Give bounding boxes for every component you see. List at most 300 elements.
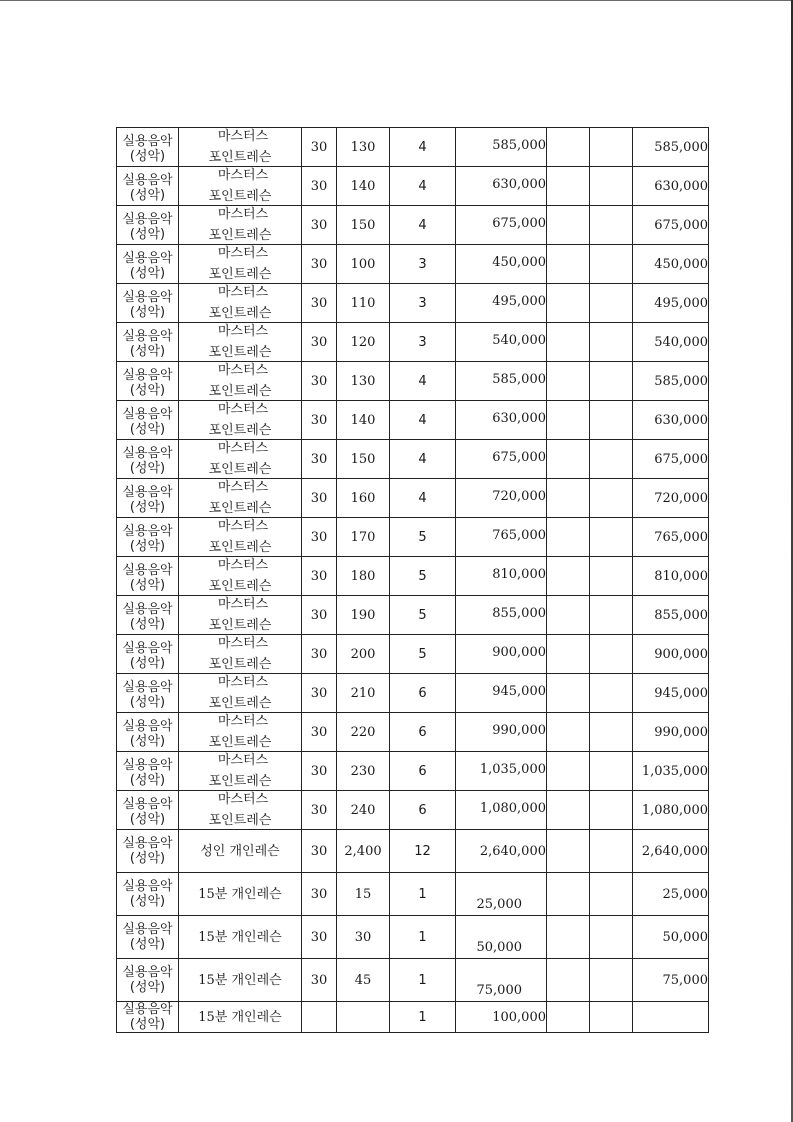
months-cell: 5	[390, 635, 456, 674]
course-name-line: 포인트레슨	[208, 267, 272, 282]
course-name-line: 마스터스	[217, 207, 269, 222]
course-name-line: 포인트레슨	[208, 150, 272, 165]
course-name-line: 마스터스	[217, 597, 269, 612]
minutes-cell: 30	[302, 873, 337, 916]
category-line: 실용음악	[122, 601, 173, 617]
table-row	[117, 401, 709, 440]
course-name-line: 마스터스	[217, 441, 269, 456]
total-cell: 900,000	[633, 635, 709, 674]
blank-cell	[590, 916, 633, 959]
months-cell: 1	[390, 916, 456, 959]
fee-cell: 900,000	[456, 635, 547, 674]
table-row	[117, 635, 709, 674]
course-name-line: 마스터스	[217, 636, 269, 651]
course-cell	[179, 959, 302, 1002]
course-name-line: 포인트레슨	[208, 189, 272, 204]
table-row	[117, 518, 709, 557]
blank-cell	[547, 557, 590, 596]
fee-cell: 75,000	[456, 959, 547, 1002]
category-cell	[117, 518, 179, 557]
minutes-cell: 30	[302, 362, 337, 401]
fee-cell: 540,000	[456, 323, 547, 362]
fee-cell: 810,000	[456, 557, 547, 596]
count-cell: 110	[337, 284, 390, 323]
months-cell: 4	[390, 401, 456, 440]
category-line: (성악)	[129, 304, 166, 320]
table-row	[117, 959, 709, 1002]
category-cell	[117, 401, 179, 440]
months-cell: 3	[390, 323, 456, 362]
minutes-cell: 30	[302, 713, 337, 752]
category-line: 실용음악	[122, 250, 173, 266]
blank-cell	[590, 1002, 633, 1033]
total-cell: 50,000	[633, 916, 709, 959]
category-line: (성악)	[129, 499, 166, 515]
course-name-line: 마스터스	[217, 168, 269, 183]
blank-cell	[590, 674, 633, 713]
category-line: 실용음악	[122, 922, 173, 937]
course-name-line: 포인트레슨	[208, 774, 272, 789]
category-line: (성악)	[129, 343, 166, 359]
total-cell: 25,000	[633, 873, 709, 916]
course-name-line: 마스터스	[217, 714, 269, 729]
category-line: 실용음악	[122, 367, 173, 383]
months-cell: 12	[390, 830, 456, 873]
minutes-cell: 30	[302, 557, 337, 596]
category-line: 실용음악	[122, 836, 173, 851]
minutes-cell: 30	[302, 635, 337, 674]
minutes-cell: 30	[302, 479, 337, 518]
total-cell: 450,000	[633, 245, 709, 284]
course-cell	[179, 635, 302, 674]
fee-cell: 585,000	[456, 362, 547, 401]
total-cell: 765,000	[633, 518, 709, 557]
tuition-fee-table	[116, 127, 709, 1033]
course-cell	[179, 362, 302, 401]
fee-cell: 2,640,000	[456, 830, 547, 873]
table-row	[117, 916, 709, 959]
table-row	[117, 752, 709, 791]
category-line: (성악)	[129, 655, 166, 671]
minutes-cell: 30	[302, 674, 337, 713]
category-line: 실용음악	[122, 1002, 173, 1017]
blank-cell	[547, 323, 590, 362]
table-row	[117, 362, 709, 401]
table-row	[117, 557, 709, 596]
count-cell: 130	[337, 128, 390, 167]
fee-cell: 100,000	[456, 1002, 547, 1033]
category-line: 실용음악	[122, 640, 173, 656]
months-cell: 4	[390, 440, 456, 479]
total-cell: 855,000	[633, 596, 709, 635]
course-name-line: 마스터스	[217, 675, 269, 690]
category-line: 실용음악	[122, 679, 173, 695]
minutes-cell: 30	[302, 596, 337, 635]
category-line: (성악)	[129, 187, 166, 203]
course-cell	[179, 674, 302, 713]
blank-cell	[547, 873, 590, 916]
count-cell: 220	[337, 713, 390, 752]
blank-cell	[590, 518, 633, 557]
count-cell: 140	[337, 167, 390, 206]
minutes-cell: 30	[302, 401, 337, 440]
fee-cell: 675,000	[456, 440, 547, 479]
total-cell	[633, 1002, 709, 1033]
category-cell	[117, 791, 179, 830]
blank-cell	[590, 635, 633, 674]
count-cell	[337, 1002, 390, 1033]
category-line: (성악)	[129, 421, 166, 437]
category-cell	[117, 674, 179, 713]
fee-cell: 675,000	[456, 206, 547, 245]
course-cell	[179, 873, 302, 916]
course-cell	[179, 245, 302, 284]
course-cell	[179, 206, 302, 245]
table-row	[117, 674, 709, 713]
course-name-line: 마스터스	[217, 753, 269, 768]
minutes-cell: 30	[302, 206, 337, 245]
course-name-line: 포인트레슨	[208, 696, 272, 711]
blank-cell	[590, 284, 633, 323]
count-cell: 120	[337, 323, 390, 362]
fee-cell: 1,035,000	[456, 752, 547, 791]
course-name-line: 포인트레슨	[208, 228, 272, 243]
table-row	[117, 791, 709, 830]
months-cell: 3	[390, 284, 456, 323]
course-cell	[179, 752, 302, 791]
category-cell	[117, 284, 179, 323]
fee-cell: 1,080,000	[456, 791, 547, 830]
blank-cell	[547, 206, 590, 245]
category-line: 실용음악	[122, 965, 173, 980]
months-cell: 4	[390, 167, 456, 206]
count-cell: 2,400	[337, 830, 390, 873]
months-cell: 5	[390, 557, 456, 596]
course-name-line: 포인트레슨	[208, 657, 272, 672]
course-name-line: 포인트레슨	[208, 501, 272, 516]
blank-cell	[590, 245, 633, 284]
course-name-line: 마스터스	[217, 246, 269, 261]
category-cell	[117, 596, 179, 635]
blank-cell	[547, 479, 590, 518]
total-cell: 1,080,000	[633, 791, 709, 830]
blank-cell	[547, 284, 590, 323]
table-row	[117, 1002, 709, 1033]
count-cell: 210	[337, 674, 390, 713]
months-cell: 5	[390, 596, 456, 635]
course-name: 성인 개인레슨	[200, 843, 280, 859]
course-name-line: 마스터스	[217, 129, 269, 144]
category-line: (성악)	[129, 382, 166, 398]
count-cell: 100	[337, 245, 390, 284]
count-cell: 170	[337, 518, 390, 557]
course-cell	[179, 479, 302, 518]
course-name-line: 마스터스	[217, 480, 269, 495]
table-row	[117, 167, 709, 206]
table-row	[117, 479, 709, 518]
category-line: (성악)	[129, 811, 166, 827]
table-row	[117, 873, 709, 916]
category-line: 실용음악	[122, 562, 173, 578]
total-cell: 630,000	[633, 167, 709, 206]
scan-edge-top	[0, 0, 793, 1]
fee-cell: 495,000	[456, 284, 547, 323]
category-line: 실용음악	[122, 328, 173, 344]
blank-cell	[590, 206, 633, 245]
blank-cell	[547, 167, 590, 206]
months-cell: 1	[390, 1002, 456, 1033]
minutes-cell: 30	[302, 323, 337, 362]
category-cell	[117, 1002, 179, 1033]
blank-cell	[547, 959, 590, 1002]
count-cell: 190	[337, 596, 390, 635]
category-line: (성악)	[129, 937, 166, 952]
blank-cell	[547, 674, 590, 713]
blank-cell	[547, 1002, 590, 1033]
category-line: (성악)	[129, 226, 166, 242]
total-cell: 945,000	[633, 674, 709, 713]
category-line: (성악)	[129, 1017, 166, 1032]
course-name-line: 포인트레슨	[208, 735, 272, 750]
course-cell	[179, 323, 302, 362]
category-cell	[117, 916, 179, 959]
category-cell	[117, 830, 179, 873]
count-cell: 150	[337, 206, 390, 245]
category-line: (성악)	[129, 851, 166, 866]
fee-cell: 630,000	[456, 167, 547, 206]
total-cell: 2,640,000	[633, 830, 709, 873]
course-name-line: 마스터스	[217, 285, 269, 300]
category-cell	[117, 635, 179, 674]
blank-cell	[590, 362, 633, 401]
category-line: 실용음악	[122, 211, 173, 227]
category-line: (성악)	[129, 772, 166, 788]
count-cell: 230	[337, 752, 390, 791]
minutes-cell: 30	[302, 440, 337, 479]
blank-cell	[590, 323, 633, 362]
minutes-cell: 30	[302, 916, 337, 959]
fee-cell: 990,000	[456, 713, 547, 752]
minutes-cell: 30	[302, 830, 337, 873]
table-row	[117, 245, 709, 284]
category-cell	[117, 873, 179, 916]
course-cell	[179, 440, 302, 479]
blank-cell	[590, 128, 633, 167]
course-name-line: 포인트레슨	[208, 462, 272, 477]
blank-cell	[547, 596, 590, 635]
category-line: 실용음악	[122, 757, 173, 773]
category-line: (성악)	[129, 460, 166, 476]
count-cell: 200	[337, 635, 390, 674]
blank-cell	[547, 635, 590, 674]
minutes-cell: 30	[302, 245, 337, 284]
fee-cell: 585,000	[456, 128, 547, 167]
course-name-line: 포인트레슨	[208, 384, 272, 399]
category-cell	[117, 323, 179, 362]
course-name-line: 포인트레슨	[208, 345, 272, 360]
course-name-line: 마스터스	[217, 402, 269, 417]
table-row	[117, 596, 709, 635]
blank-cell	[590, 752, 633, 791]
months-cell: 6	[390, 752, 456, 791]
course-cell	[179, 830, 302, 873]
count-cell: 160	[337, 479, 390, 518]
category-cell	[117, 128, 179, 167]
count-cell: 15	[337, 873, 390, 916]
fee-cell: 765,000	[456, 518, 547, 557]
count-cell: 45	[337, 959, 390, 1002]
table-row	[117, 830, 709, 873]
blank-cell	[590, 830, 633, 873]
course-name-line: 포인트레슨	[208, 540, 272, 555]
total-cell: 675,000	[633, 206, 709, 245]
blank-cell	[547, 791, 590, 830]
category-cell	[117, 479, 179, 518]
category-line: (성악)	[129, 148, 166, 164]
total-cell: 1,035,000	[633, 752, 709, 791]
minutes-cell: 30	[302, 518, 337, 557]
count-cell: 180	[337, 557, 390, 596]
course-cell	[179, 128, 302, 167]
blank-cell	[547, 830, 590, 873]
course-cell	[179, 518, 302, 557]
category-cell	[117, 752, 179, 791]
fee-cell: 945,000	[456, 674, 547, 713]
category-line: 실용음악	[122, 718, 173, 734]
course-cell	[179, 791, 302, 830]
blank-cell	[547, 440, 590, 479]
category-cell	[117, 557, 179, 596]
count-cell: 130	[337, 362, 390, 401]
blank-cell	[547, 916, 590, 959]
count-cell: 30	[337, 916, 390, 959]
course-cell	[179, 401, 302, 440]
table-row	[117, 128, 709, 167]
minutes-cell: 30	[302, 167, 337, 206]
total-cell: 75,000	[633, 959, 709, 1002]
fee-cell: 855,000	[456, 596, 547, 635]
minutes-cell	[302, 1002, 337, 1033]
blank-cell	[590, 791, 633, 830]
course-cell	[179, 1002, 302, 1033]
total-cell: 630,000	[633, 401, 709, 440]
blank-cell	[590, 479, 633, 518]
minutes-cell: 30	[302, 752, 337, 791]
months-cell: 6	[390, 674, 456, 713]
category-line: (성악)	[129, 894, 166, 909]
blank-cell	[590, 167, 633, 206]
months-cell: 3	[390, 245, 456, 284]
course-name-line: 마스터스	[217, 324, 269, 339]
course-name-line: 마스터스	[217, 519, 269, 534]
category-line: (성악)	[129, 265, 166, 281]
months-cell: 4	[390, 362, 456, 401]
months-cell: 1	[390, 959, 456, 1002]
category-cell	[117, 362, 179, 401]
table-row	[117, 206, 709, 245]
fee-cell: 25,000	[456, 873, 547, 916]
course-name-line: 마스터스	[217, 363, 269, 378]
category-line: 실용음악	[122, 133, 173, 149]
months-cell: 6	[390, 791, 456, 830]
count-cell: 150	[337, 440, 390, 479]
course-cell	[179, 284, 302, 323]
course-name-line: 포인트레슨	[208, 579, 272, 594]
blank-cell	[590, 959, 633, 1002]
minutes-cell: 30	[302, 791, 337, 830]
course-name: 15분 개인레슨	[198, 929, 282, 945]
category-cell	[117, 713, 179, 752]
category-cell	[117, 206, 179, 245]
blank-cell	[547, 752, 590, 791]
total-cell: 585,000	[633, 362, 709, 401]
blank-cell	[590, 596, 633, 635]
table-row	[117, 713, 709, 752]
blank-cell	[547, 245, 590, 284]
total-cell: 495,000	[633, 284, 709, 323]
course-name: 15분 개인레슨	[198, 972, 282, 988]
course-name-line: 마스터스	[217, 792, 269, 807]
category-line: 실용음악	[122, 406, 173, 422]
category-cell	[117, 167, 179, 206]
course-cell	[179, 557, 302, 596]
category-line: 실용음악	[122, 445, 173, 461]
total-cell: 585,000	[633, 128, 709, 167]
course-cell	[179, 713, 302, 752]
months-cell: 4	[390, 206, 456, 245]
months-cell: 4	[390, 479, 456, 518]
table-row	[117, 440, 709, 479]
blank-cell	[547, 362, 590, 401]
category-cell	[117, 440, 179, 479]
category-line: 실용음악	[122, 484, 173, 500]
category-line: (성악)	[129, 538, 166, 554]
category-line: 실용음악	[122, 523, 173, 539]
blank-cell	[590, 713, 633, 752]
category-line: 실용음악	[122, 796, 173, 812]
months-cell: 5	[390, 518, 456, 557]
months-cell: 1	[390, 873, 456, 916]
category-line: (성악)	[129, 694, 166, 710]
minutes-cell: 30	[302, 284, 337, 323]
course-name-line: 포인트레슨	[208, 618, 272, 633]
total-cell: 810,000	[633, 557, 709, 596]
course-name-line: 포인트레슨	[208, 423, 272, 438]
course-name: 15분 개인레슨	[198, 886, 282, 902]
course-cell	[179, 167, 302, 206]
minutes-cell: 30	[302, 128, 337, 167]
table-row	[117, 323, 709, 362]
category-line: 실용음악	[122, 879, 173, 894]
blank-cell	[547, 518, 590, 557]
total-cell: 540,000	[633, 323, 709, 362]
category-cell	[117, 245, 179, 284]
category-line: (성악)	[129, 616, 166, 632]
months-cell: 4	[390, 128, 456, 167]
fee-cell: 630,000	[456, 401, 547, 440]
blank-cell	[547, 713, 590, 752]
category-line: (성악)	[129, 980, 166, 995]
count-cell: 140	[337, 401, 390, 440]
course-name: 15분 개인레슨	[198, 1009, 282, 1025]
count-cell: 240	[337, 791, 390, 830]
category-cell	[117, 959, 179, 1002]
blank-cell	[590, 401, 633, 440]
fee-cell: 50,000	[456, 916, 547, 959]
course-cell	[179, 596, 302, 635]
course-name-line: 마스터스	[217, 558, 269, 573]
category-line: 실용음악	[122, 289, 173, 305]
